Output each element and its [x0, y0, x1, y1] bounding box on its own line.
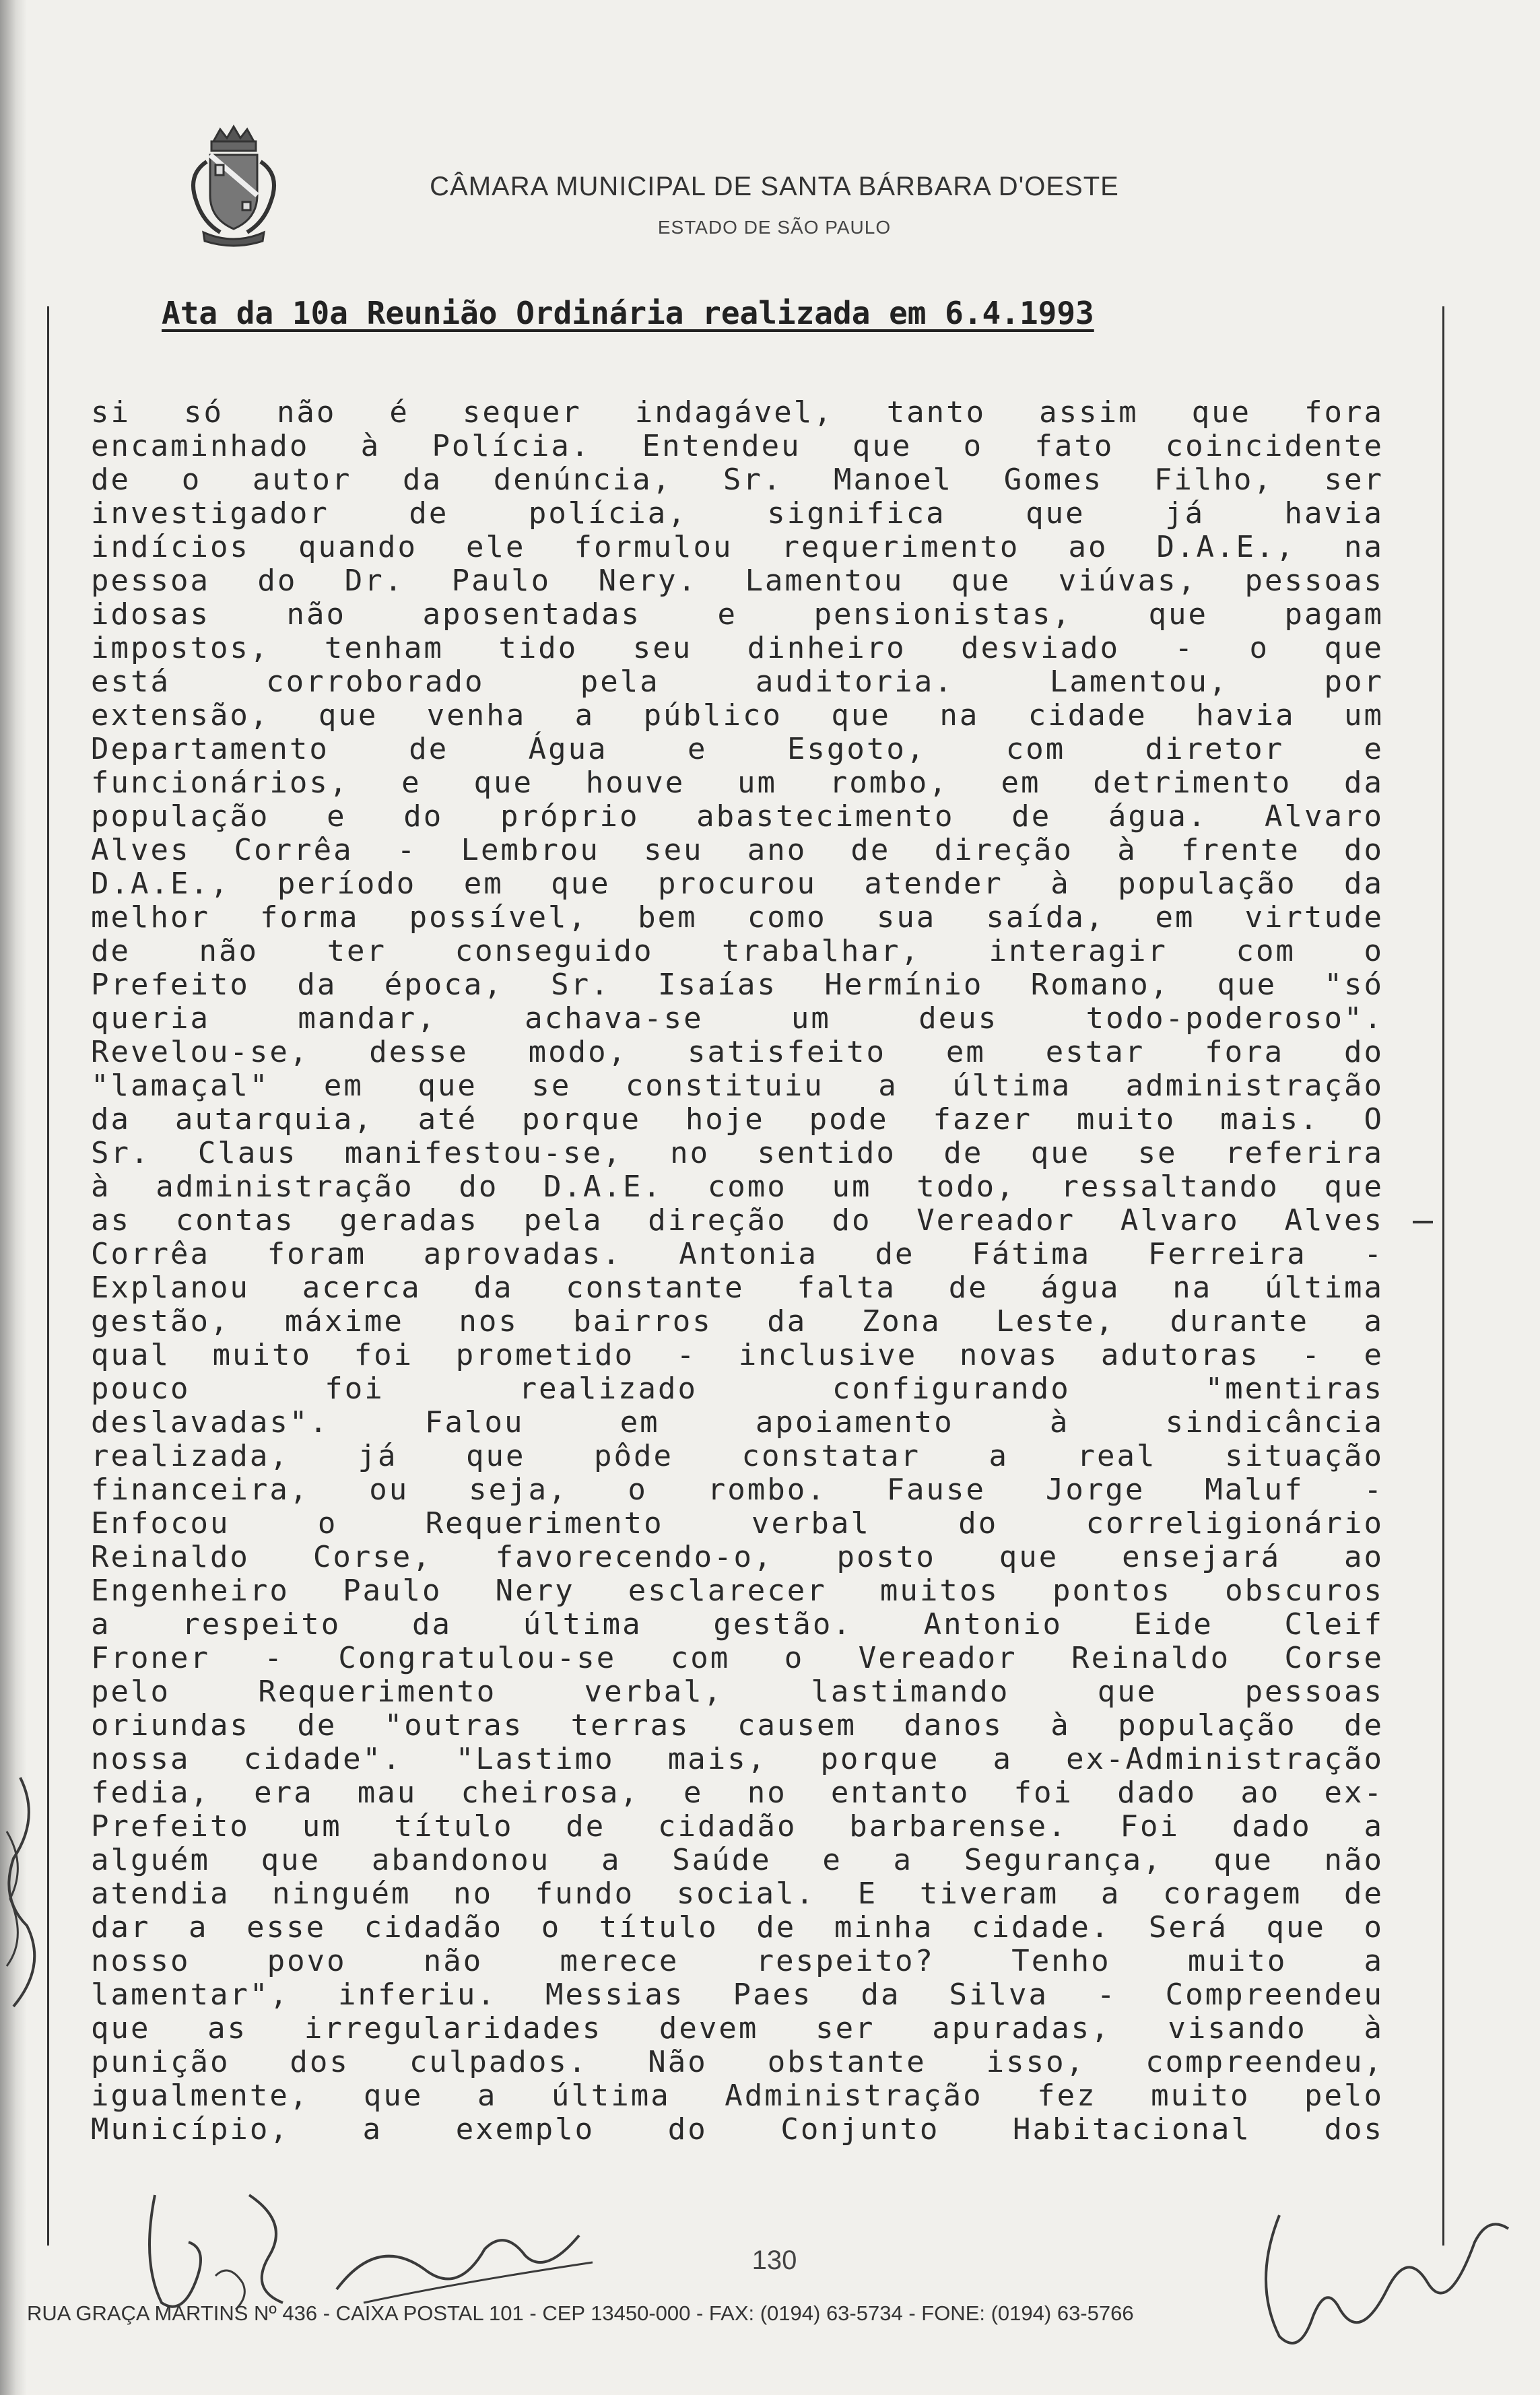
right-frame-line	[1442, 306, 1444, 2246]
body-line: melhor forma possível, bem como sua saída, em virtude	[91, 900, 1384, 935]
body-line: deslavadas". Falou em apoiamento à sindicância	[91, 1405, 1384, 1440]
body-line: está corroborado pela auditoria. Lamentou, por	[91, 665, 1384, 699]
body-line: alguém que abandonou a Saúde e a Segurança, que não	[91, 1843, 1384, 1877]
body-line: qual muito foi prometido - inclusive novas adutoras - e	[91, 1338, 1384, 1372]
minutes-body	[91, 396, 1384, 2147]
body-line: população e do próprio abastecimento de água. Alvaro	[91, 799, 1384, 834]
body-line: dar a esse cidadão o título de minha cidade. Será que o	[91, 1910, 1384, 1945]
body-line: indícios quando ele formulou requerimento ao D.A.E., na	[91, 530, 1384, 564]
body-line: funcionários, e que houve um rombo, em detrimento da	[91, 766, 1384, 800]
body-line: punição dos culpados. Não obstante isso, compreendeu,	[91, 2045, 1384, 2079]
body-line: queria mandar, achava-se um deus todo-poderoso".	[91, 1001, 1384, 1036]
body-line: financeira, ou seja, o rombo. Fause Jorge Maluf -	[91, 1473, 1384, 1507]
body-line: investigador de polícia, significa que já havia	[91, 496, 1384, 531]
body-line: encaminhado à Polícia. Entendeu que o fato coincidente	[91, 429, 1384, 463]
body-line: Prefeito da época, Sr. Isaías Hermínio Romano, que "só	[91, 968, 1384, 1002]
body-line: Prefeito um título de cidadão barbarense. Foi dado a	[91, 1809, 1384, 1844]
body-line: realizada, já que pôde constatar a real situação	[91, 1439, 1384, 1473]
body-line: da autarquia, até porque hoje pode fazer muito mais. O	[91, 1102, 1384, 1137]
margin-arrow-icon	[1413, 1220, 1433, 1224]
body-line: nosso povo não merece respeito? Tenho muito a	[91, 1944, 1384, 1978]
body-line: que as irregularidades devem ser apuradas, visando à	[91, 2011, 1384, 2046]
signature-2	[323, 2208, 606, 2316]
body-line: de não ter conseguido trabalhar, interagir com o	[91, 934, 1384, 968]
body-line: idosas não aposentadas e pensionistas, que pagam	[91, 597, 1384, 632]
body-line: Município, a exemplo do Conjunto Habitacional dos	[91, 2112, 1384, 2147]
body-line: Enfocou o Requerimento verbal do correligionário	[91, 1506, 1384, 1541]
body-line: Alves Corrêa - Lembrou seu ano de direção à frente do	[91, 833, 1384, 867]
body-line: de o autor da denúncia, Sr. Manoel Gomes Filho, ser	[91, 463, 1384, 497]
body-line: pouco foi realizado configurando "mentiras	[91, 1372, 1384, 1406]
body-line: as contas geradas pela direção do Vereador Alvaro Alves	[91, 1203, 1384, 1238]
body-line: à administração do D.A.E. como um todo, ressaltando que	[91, 1170, 1384, 1204]
body-line: Engenheiro Paulo Nery esclarecer muitos pontos obscuros	[91, 1574, 1384, 1608]
left-margin-signature	[0, 1764, 54, 2033]
body-line: Sr. Claus manifestou-se, no sentido de que se referira	[91, 1136, 1384, 1170]
body-line: Froner - Congratulou-se com o Vereador Reinaldo Corse	[91, 1641, 1384, 1675]
body-line: "lamaçal" em que se constituiu a última administração	[91, 1069, 1384, 1103]
body-line: atendia ninguém no fundo social. E tiveram a coragem de	[91, 1877, 1384, 1911]
coat-of-arms-icon	[183, 121, 284, 249]
page-number: 130	[751, 2246, 797, 2275]
body-line: oriundas de "outras terras causem danos à população de	[91, 1708, 1384, 1743]
body-line: lamentar", inferiu. Messias Paes da Silva - Compreendeu	[91, 1978, 1384, 2012]
body-line: extensão, que venha a público que na cidade havia um	[91, 698, 1384, 733]
body-line: nossa cidade". "Lastimo mais, porque a ex-Administração	[91, 1742, 1384, 1776]
signature-3	[1239, 2188, 1522, 2363]
body-line: gestão, máxime nos bairros da Zona Leste, durante a	[91, 1304, 1384, 1339]
minutes-title: Ata da 10a Reunião Ordinária realizada em 6.4.1993	[162, 295, 1094, 331]
scan-edge-shadow	[0, 0, 27, 2395]
body-line: pelo Requerimento verbal, lastimando que pessoas	[91, 1675, 1384, 1709]
body-line: si só não é sequer indagável, tanto assim que fora	[91, 395, 1384, 430]
body-line: Explanou acerca da constante falta de água na última	[91, 1271, 1384, 1305]
body-line: a respeito da última gestão. Antonio Eide Cleif	[91, 1607, 1384, 1642]
body-line: Departamento de Água e Esgoto, com diretor e	[91, 732, 1384, 766]
body-line: Revelou-se, desse modo, satisfeito em estar fora do	[91, 1035, 1384, 1069]
body-line: impostos, tenham tido seu dinheiro desviado - o que	[91, 631, 1384, 665]
institution-state: ESTADO DE SÃO PAULO	[657, 217, 892, 238]
footer-address: RUA GRAÇA MARTINS Nº 436 - CAIXA POSTAL 101 - CEP 13450-000 - FAX: (0194) 63-5734 - FONE: (0194) 63-5766	[27, 2301, 1134, 2325]
institution-name: CÂMARA MUNICIPAL DE SANTA BÁRBARA D'OESTE	[430, 172, 1119, 201]
body-line: pessoa do Dr. Paulo Nery. Lamentou que viúvas, pessoas	[91, 564, 1384, 598]
body-line: D.A.E., período em que procurou atender à população da	[91, 867, 1384, 901]
body-line: Corrêa foram aprovadas. Antonia de Fátima Ferreira -	[91, 1237, 1384, 1271]
body-line: igualmente, que a última Administração fez muito pelo	[91, 2079, 1384, 2113]
body-line: Reinaldo Corse, favorecendo-o, posto que ensejará ao	[91, 1540, 1384, 1574]
body-line: fedia, era mau cheirosa, e no entanto foi dado ao ex-	[91, 1776, 1384, 1810]
